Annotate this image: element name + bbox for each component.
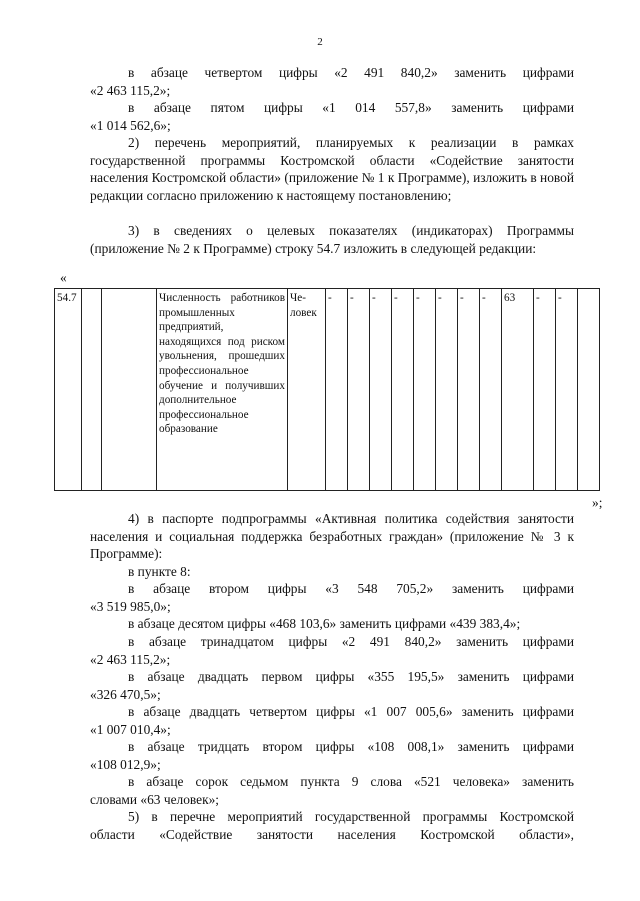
value-cell: - (392, 289, 414, 491)
para-b (90, 99, 574, 134)
p8-6-line2: «108 012,9»; (90, 756, 161, 772)
empty-cell (102, 289, 157, 491)
quote-open: « (60, 270, 67, 285)
item-8: в пункте 8: (128, 564, 191, 579)
para-3: 3) в сведениях о целевых показателях (индикаторах) Программы (приложение № 2 к Программе) строку 54.7 изложить в следующей редакции: (90, 223, 574, 256)
p8-1-line2: «3 519 985,0»; (90, 598, 171, 614)
indicator-name: Численность работников промышленных предприятий, находящихся под риском увольнения, прошедших профессиональное обучение и получивших дополнительное профессиональное образование (157, 289, 288, 491)
p8-1 (90, 580, 574, 615)
empty-cell (82, 289, 102, 491)
p8-5 (90, 703, 574, 738)
p8-4-line1: в абзаце двадцать первом цифры «355 195,5» заменить цифрами (128, 669, 574, 684)
value-cell: - (348, 289, 370, 491)
para-a-line1: в абзаце четвертом цифры «2 491 840,2» заменить цифрами (128, 65, 574, 80)
value-cell: - (414, 289, 436, 491)
p8-1-line1: в абзаце втором цифры «3 548 705,2» заменить цифрами (128, 581, 574, 596)
p9-line1: в абзаце сорок седьмом пункта 9 слова «521 человека» заменить (128, 774, 574, 789)
value-cell (578, 289, 600, 491)
unit-line1: Че- (290, 292, 306, 304)
para-4: 4) в паспорте подпрограммы «Активная политика содействия занятости населения и социальная поддержка безработных граждан» (приложение № 3 к Программе): (90, 511, 574, 562)
unit-cell (288, 289, 326, 491)
table-row (55, 289, 600, 491)
p8-3-line1: в абзаце тринадцатом цифры «2 491 840,2» заменить цифрами (128, 634, 574, 649)
quote-close: »; (592, 495, 603, 510)
para-a (90, 64, 574, 99)
p9 (90, 773, 574, 808)
p8-3-line2: «2 463 115,2»; (90, 651, 171, 667)
row-number: 54.7 (55, 289, 82, 491)
value-cell: 63 (502, 289, 534, 491)
indicator-table (54, 288, 600, 491)
value-cell: - (534, 289, 556, 491)
p8-4-line2: «326 470,5»; (90, 686, 161, 702)
unit-line2: ловек (290, 306, 317, 319)
para-5-line2: области «Содействие занятости населения Костромской области», (90, 826, 574, 842)
value-cell: - (480, 289, 502, 491)
value-cell: - (370, 289, 392, 491)
value-cell: - (436, 289, 458, 491)
value-cell: - (556, 289, 578, 491)
p8-5-line1: в абзаце двадцать четвертом цифры «1 007 005,6» заменить цифрами (128, 704, 574, 719)
para-2: 2) перечень мероприятий, планируемых к реализации в рамках государственной программы Костромской области «Содействие занятости населения Костромской области» (приложение № 1 к Программе), изложить в новой редакции согласно приложению к настоящему постановлению; (90, 135, 574, 203)
value-cell: - (458, 289, 480, 491)
page-number: 2 (317, 36, 323, 48)
para-b-line1: в абзаце пятом цифры «1 014 557,8» заменить цифрами (128, 100, 574, 115)
p8-6 (90, 738, 574, 773)
para-5 (90, 808, 574, 843)
value-cell: - (326, 289, 348, 491)
p8-6-line1: в абзаце тридцать втором цифры «108 008,1» заменить цифрами (128, 739, 574, 754)
p8-2: в абзаце десятом цифры «468 103,6» заменить цифрами «439 383,4»; (128, 616, 521, 631)
p8-4 (90, 668, 574, 703)
para-5-line1: 5) в перечне мероприятий государственной программы Костромской (128, 809, 574, 824)
p8-3 (90, 633, 574, 668)
p8-5-line2: «1 007 010,4»; (90, 721, 171, 737)
p9-line2: словами «63 человек»; (90, 791, 219, 807)
para-b-line2: «1 014 562,6»; (90, 117, 171, 133)
para-a-line2: «2 463 115,2»; (90, 82, 171, 98)
